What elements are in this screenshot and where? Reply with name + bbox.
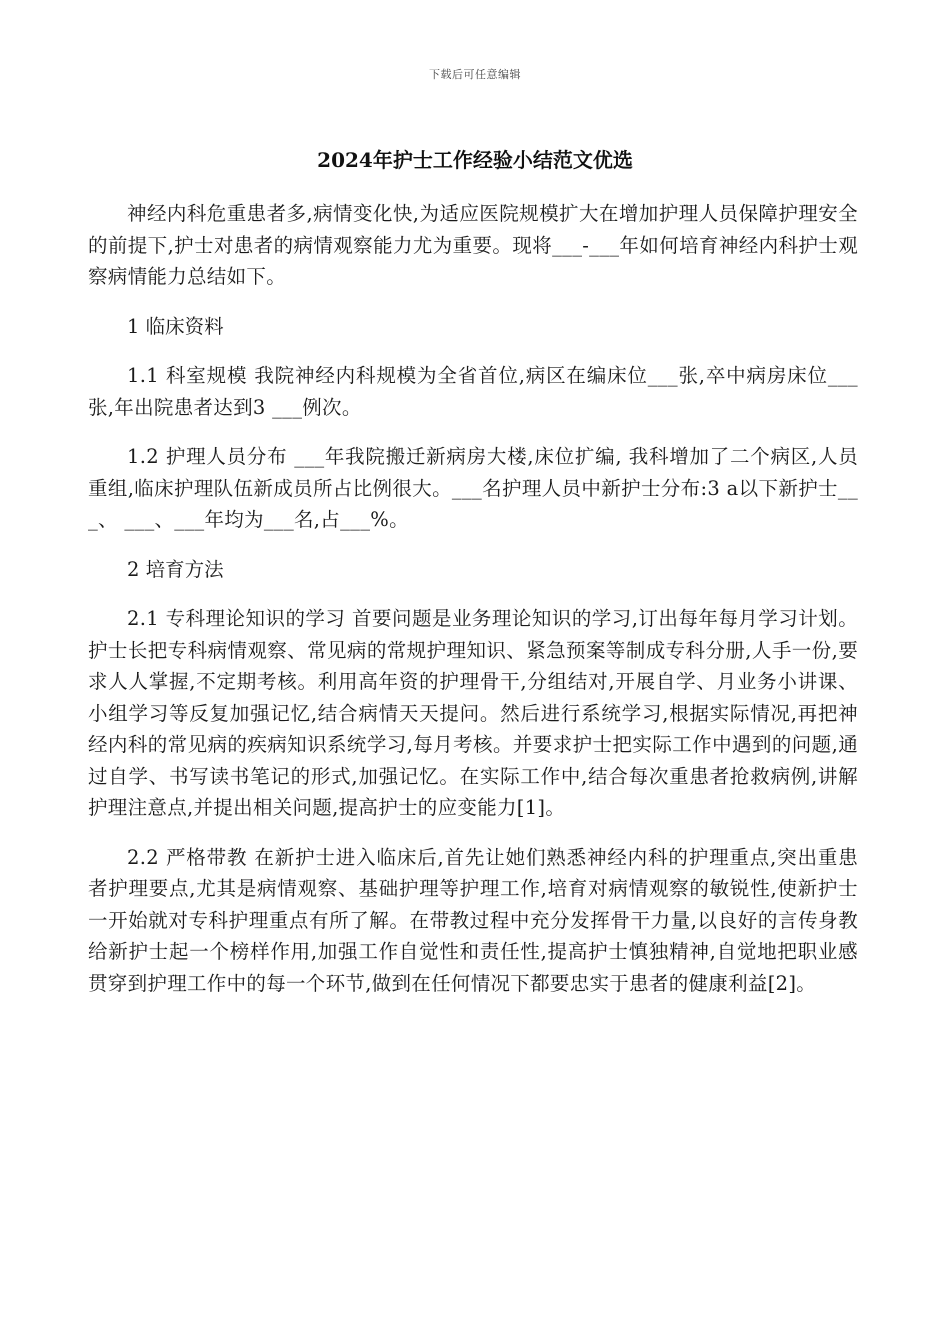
document-body	[88, 198, 858, 999]
document-title: 2024年护士工作经验小结范文优选	[317, 148, 633, 172]
paragraph-strict-mentoring: 2.2 严格带教 在新护士进入临床后,首先让她们熟悉神经内科的护理重点,突出重患者护理要点,尤其是病情观察、基础护理等护理工作,培育对病情观察的敏锐性,使新护士一开始就对专科护理重点有所了解。在带教过程中充分发挥骨干力量,以良好的言传身教给新护士起一个榜样作用,加强工作自觉性和责任性,提高护士慎独精神,自觉地把职业感贯穿到护理工作中的每一个环节,做到在任何情况下都要忠实于患者的健康利益[2]。	[88, 845, 858, 995]
header-note: 下载后可任意编辑	[429, 68, 521, 81]
paragraph-staff-distribution: 1.2 护理人员分布 ___年我院搬迁新病房大楼,床位扩编, 我科增加了二个病区,人员重组,临床护理队伍新成员所占比例很大。___名护理人员中新护士分布:3 a以下新护士___、 ___、___年均为___名,占___%。	[88, 445, 858, 531]
paragraph-theory-learning: 2.1 专科理论知识的学习 首要问题是业务理论知识的学习,订出每年每月学习计划。护士长把专科病情观察、常见病的常规护理知识、紧急预案等制成专科分册,人手一份,要求人人掌握,不定期考核。利用高年资的护理骨干,分组结对,开展自学、月业务小讲课、小组学习等反复加强记忆,结合病情天天提问。然后进行系统学习,根据实际情况,再把神经内科的常见病的疾病知识系统学习,每月考核。并要求护士把实际工作中遇到的问题,通过自学、书写读书笔记的形式,加强记忆。在实际工作中,结合每次重患者抢救病例,讲解护理注意点,并提出相关问题,提高护士的应变能力[1]。	[88, 607, 858, 819]
section-heading-training-methods: 2 培育方法	[127, 557, 224, 581]
section-heading-clinical-data: 1 临床资料	[127, 314, 224, 338]
intro-paragraph: 神经内科危重患者多,病情变化快,为适应医院规模扩大在增加护理人员保障护理安全的前提下,护士对患者的病情观察能力尤为重要。现将___-___年如何培育神经内科护士观察病情能力总结如下。	[88, 202, 858, 288]
paragraph-department-scale: 1.1 科室规模 我院神经内科规模为全省首位,病区在编床位___张,卒中病房床位___张,年出院患者达到3 ___例次。	[88, 364, 858, 419]
